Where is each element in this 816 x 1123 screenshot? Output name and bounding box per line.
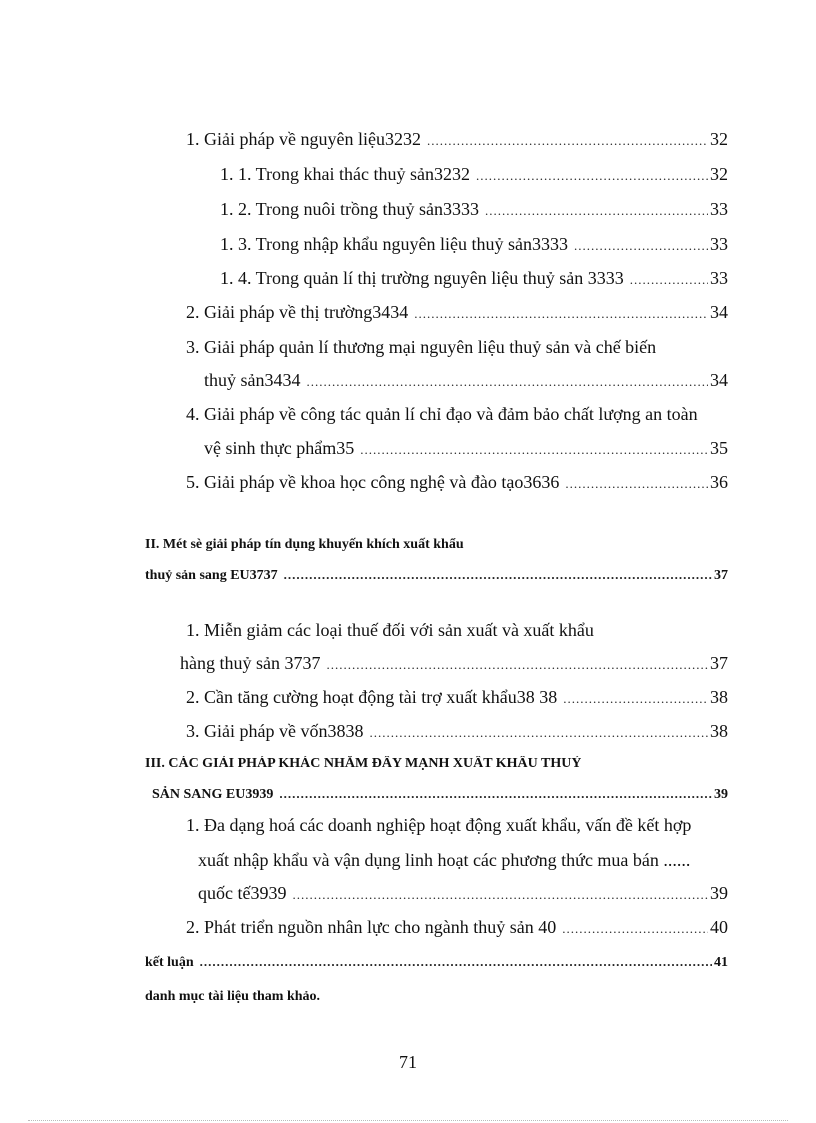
toc-entry-text: 1. Đa dạng hoá các doanh nghiệp hoạt động xuất khẩu, vấn đề kết hợp — [186, 815, 692, 835]
toc-leader — [326, 657, 708, 673]
toc-entry-text: xuất nhập khẩu và vận dụng linh hoạt các phương thức mua bán ...... — [198, 850, 691, 870]
toc-entry-text: III. CÁC GIẢI PHÁP KHÁC NHẰM ĐẨY MẠNH XUẤT KHẨU THUỶ — [145, 756, 582, 771]
toc-entry-text: 1. 3. Trong nhập khẩu nguyên liệu thuỷ sản3333 — [220, 234, 568, 254]
toc-entry — [198, 883, 728, 904]
toc-page-number: 34 — [710, 370, 728, 390]
toc-entry — [186, 917, 728, 938]
toc-entry-line2 — [198, 850, 690, 871]
toc-entry — [186, 129, 728, 150]
toc-entry-line1 — [186, 620, 594, 641]
toc-part-heading — [145, 756, 581, 772]
toc-page-number: 32 — [710, 129, 728, 149]
toc-entry-text: 4. Giải pháp về công tác quản lí chỉ đạo và đảm bảo chất lượng an toàn — [186, 404, 698, 424]
toc-entry — [186, 302, 728, 323]
toc-page-number: 38 — [710, 721, 728, 741]
toc-leader — [307, 374, 709, 390]
toc-page-number: 33 — [710, 268, 728, 288]
toc-entry — [220, 234, 728, 255]
toc-page-number: 36 — [710, 472, 728, 492]
toc-leader — [565, 476, 708, 492]
toc-page-number: 38 — [710, 687, 728, 707]
page-bottom-divider — [28, 1120, 788, 1121]
toc-page-number: 37 — [710, 653, 728, 673]
toc-page-number: 33 — [710, 234, 728, 254]
toc-leader — [279, 786, 712, 802]
toc-leader — [562, 921, 708, 937]
toc-leader — [427, 133, 708, 149]
toc-leader — [369, 725, 708, 741]
toc-entry-text: danh mục tài liệu tham khảo. — [145, 989, 321, 1004]
toc-part-heading — [145, 537, 464, 553]
toc-entry — [220, 164, 728, 185]
toc-leader — [360, 442, 708, 458]
toc-leader — [292, 887, 708, 903]
page-number: 71 — [399, 1052, 417, 1072]
toc-entry-text: thuỷ sản3434 — [204, 370, 301, 390]
toc-entry — [145, 567, 728, 584]
toc-leader — [563, 691, 708, 707]
toc-entry-text: hàng thuỷ sản 3737 — [180, 653, 321, 673]
toc-entry — [186, 687, 728, 708]
toc-page-number: 41 — [714, 955, 728, 970]
toc-leader — [200, 954, 712, 970]
toc-entry — [204, 438, 728, 459]
toc-leader — [414, 306, 708, 322]
toc-entry-text: 2. Phát triển nguồn nhân lực cho ngành thuỷ sản 40 — [186, 917, 557, 937]
toc-entry — [180, 653, 728, 674]
toc-entry — [186, 721, 728, 742]
toc-page-number: 40 — [710, 917, 728, 937]
toc-page-number: 39 — [714, 787, 728, 802]
toc-page-number: 37 — [714, 568, 728, 583]
toc-entry-text: quốc tế3939 — [198, 883, 287, 903]
toc-entry-text: 2. Cần tăng cường hoạt động tài trợ xuất khẩu38 38 — [186, 687, 558, 707]
toc-entry-text: 1. Giải pháp về nguyên liệu3232 — [186, 129, 421, 149]
toc-entry — [204, 370, 728, 391]
toc-entry-text: SẢN SANG EU3939 — [152, 787, 274, 802]
toc-leader — [574, 238, 708, 254]
toc-entry-text: 1. 1. Trong khai thác thuỷ sản3232 — [220, 164, 470, 184]
toc-entry — [220, 199, 728, 220]
toc-entry-line1 — [186, 337, 656, 358]
toc-leader — [284, 567, 712, 583]
toc-entry — [152, 786, 728, 803]
toc-entry-line1 — [186, 815, 691, 836]
toc-page-number: 33 — [710, 199, 728, 219]
toc-page-number: 32 — [710, 164, 728, 184]
toc-page-number: 34 — [710, 302, 728, 322]
toc-entry-text: 1. Miễn giảm các loại thuế đối với sản xuất và xuất khẩu — [186, 620, 594, 640]
toc-entry-text: 3. Giải pháp quản lí thương mại nguyên liệu thuỷ sản và chế biến — [186, 337, 657, 357]
toc-entry-text: vệ sinh thực phẩm35 — [204, 438, 355, 458]
toc-entry-text: 1. 2. Trong nuôi trồng thuỷ sản3333 — [220, 199, 480, 219]
toc-entry-text: II. Mét sè giải pháp tín dụng khuyến khích xuất khẩu — [145, 537, 464, 552]
toc-leader — [476, 168, 708, 184]
toc-page-number: 35 — [710, 438, 728, 458]
toc-entry — [145, 954, 728, 971]
toc-entry-text: 3. Giải pháp về vốn3838 — [186, 721, 364, 741]
toc-entry-text: 5. Giải pháp về khoa học công nghệ và đào tạo3636 — [186, 472, 560, 492]
toc-entry-text: kết luận — [145, 955, 194, 970]
toc-entry — [220, 268, 728, 289]
toc-entry-text: thuỷ sản sang EU3737 — [145, 568, 278, 583]
toc-entry-line1 — [186, 404, 698, 425]
toc-entry-text: 2. Giải pháp về thị trường3434 — [186, 302, 409, 322]
toc-entry — [186, 472, 728, 493]
toc-entry-text: 1. 4. Trong quản lí thị trường nguyên liệu thuỷ sản 3333 — [220, 268, 624, 288]
toc-page-number: 39 — [710, 883, 728, 903]
toc-references — [145, 989, 320, 1005]
toc-leader — [630, 272, 708, 288]
toc-leader — [485, 203, 708, 219]
